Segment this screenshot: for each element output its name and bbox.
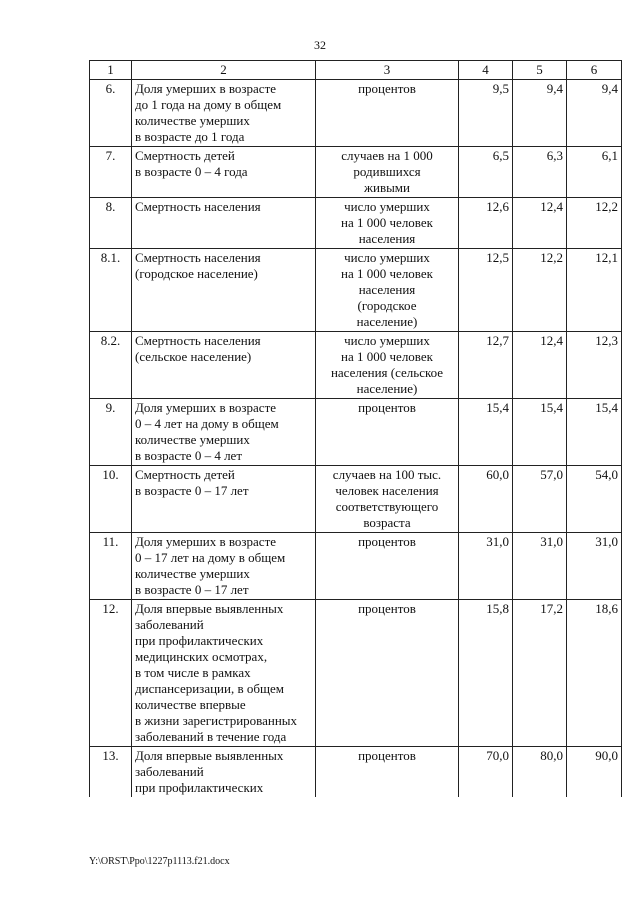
- indicator-name-line: в возрасте до 1 года: [135, 129, 245, 144]
- value-cell-v5: 80,0: [513, 747, 567, 798]
- unit-line: (городское: [357, 298, 417, 313]
- indicator-name-cell: [132, 533, 316, 600]
- value-cell-v5: 12,2: [513, 249, 567, 332]
- unit-cell: [316, 332, 459, 399]
- value-cell-v4: 12,5: [459, 249, 513, 332]
- value-cell-v5: 15,4: [513, 399, 567, 466]
- indicator-name-line: Смертность населения: [135, 333, 261, 348]
- value-cell-v4: 31,0: [459, 533, 513, 600]
- header-cell: 1: [90, 61, 132, 80]
- indicator-name-line: в возрасте 0 – 17 лет: [135, 582, 249, 597]
- indicator-name-line: до 1 года на дому в общем: [135, 97, 282, 112]
- row-number-cell: 12.: [90, 600, 132, 747]
- unit-line: на 1 000 человек: [341, 215, 433, 230]
- value-cell-v6: 18,6: [567, 600, 622, 747]
- table-row: [90, 399, 622, 466]
- indicator-name-line: в возрасте 0 – 4 года: [135, 164, 248, 179]
- unit-line: число умерших: [344, 250, 430, 265]
- row-number-cell: 11.: [90, 533, 132, 600]
- value-cell-v5: 12,4: [513, 198, 567, 249]
- indicator-name-line: 0 – 4 лет на дому в общем: [135, 416, 279, 431]
- row-number-cell: 10.: [90, 466, 132, 533]
- indicator-name-line: Доля умерших в возрасте: [135, 534, 277, 549]
- value-cell-v6: 15,4: [567, 399, 622, 466]
- value-cell-v4: 60,0: [459, 466, 513, 533]
- indicator-name-cell: [132, 747, 316, 798]
- unit-line: живыми: [364, 180, 410, 195]
- value-cell-v6: 90,0: [567, 747, 622, 798]
- unit-line: население): [356, 381, 418, 396]
- header-cell: 3: [316, 61, 459, 80]
- indicator-name-line: Смертность населения: [135, 199, 261, 214]
- row-number-cell: 7.: [90, 147, 132, 198]
- value-cell-v4: 15,4: [459, 399, 513, 466]
- value-cell-v4: 12,7: [459, 332, 513, 399]
- indicator-name-line: в жизни зарегистрированных: [135, 713, 298, 728]
- indicator-name-cell: [132, 332, 316, 399]
- unit-cell: [316, 600, 459, 747]
- unit-cell: [316, 198, 459, 249]
- table-row: [90, 249, 622, 332]
- indicator-name-line: в том числе в рамках: [135, 665, 251, 680]
- unit-line: случаев на 1 000: [341, 148, 433, 163]
- table-row: [90, 747, 622, 798]
- unit-line: на 1 000 человек: [341, 349, 433, 364]
- value-cell-v5: 17,2: [513, 600, 567, 747]
- indicator-name-line: диспансеризации, в общем: [135, 681, 284, 696]
- value-cell-v4: 12,6: [459, 198, 513, 249]
- row-number-cell: 13.: [90, 747, 132, 798]
- row-number-cell: 8.: [90, 198, 132, 249]
- indicator-name-line: 0 – 17 лет на дому в общем: [135, 550, 286, 565]
- unit-cell: [316, 533, 459, 600]
- unit-line: человек населения: [335, 483, 439, 498]
- unit-line: процентов: [358, 400, 416, 415]
- value-cell-v5: 9,4: [513, 80, 567, 147]
- unit-cell: [316, 466, 459, 533]
- page-number: 32: [314, 38, 326, 52]
- value-cell-v6: 31,0: [567, 533, 622, 600]
- indicator-name-line: Доля умерших в возрасте: [135, 400, 277, 415]
- header-cell: 2: [132, 61, 316, 80]
- value-cell-v6: 12,3: [567, 332, 622, 399]
- indicator-name-line: заболеваний: [135, 617, 204, 632]
- indicator-name-line: Смертность населения: [135, 250, 261, 265]
- row-number-cell: 6.: [90, 80, 132, 147]
- unit-cell: [316, 747, 459, 798]
- header-cell: 6: [567, 61, 622, 80]
- unit-cell: [316, 399, 459, 466]
- unit-line: население): [356, 314, 418, 329]
- indicator-name-line: Доля умерших в возрасте: [135, 81, 277, 96]
- unit-line: населения: [358, 231, 416, 246]
- value-cell-v5: 6,3: [513, 147, 567, 198]
- indicator-name-line: медицинских осмотрах,: [135, 649, 268, 664]
- indicators-table: [89, 60, 622, 797]
- table-header-row: [90, 61, 622, 80]
- unit-line: процентов: [358, 81, 416, 96]
- indicator-name-cell: [132, 600, 316, 747]
- indicator-name-line: количестве умерших: [135, 113, 250, 128]
- unit-cell: [316, 80, 459, 147]
- indicator-name-line: (сельское население): [135, 349, 252, 364]
- unit-line: населения (сельское: [330, 365, 444, 380]
- row-number-cell: 8.2.: [90, 332, 132, 399]
- indicator-name-cell: [132, 399, 316, 466]
- row-number-cell: 9.: [90, 399, 132, 466]
- indicator-name-line: в возрасте 0 – 17 лет: [135, 483, 249, 498]
- value-cell-v6: 12,2: [567, 198, 622, 249]
- indicator-name-cell: [132, 80, 316, 147]
- indicator-name-line: количестве умерших: [135, 432, 250, 447]
- unit-line: родившихся: [353, 164, 421, 179]
- value-cell-v5: 12,4: [513, 332, 567, 399]
- indicator-name-cell: [132, 249, 316, 332]
- table-row: [90, 198, 622, 249]
- row-number-cell: 8.1.: [90, 249, 132, 332]
- indicator-name-line: (городское население): [135, 266, 258, 281]
- value-cell-v4: 9,5: [459, 80, 513, 147]
- unit-line: число умерших: [344, 199, 430, 214]
- indicator-name-line: Смертность детей: [135, 467, 235, 482]
- value-cell-v4: 70,0: [459, 747, 513, 798]
- unit-line: случаев на 100 тыс.: [332, 467, 442, 482]
- header-cell: 5: [513, 61, 567, 80]
- indicator-name-line: заболеваний в течение года: [135, 729, 287, 744]
- table-row: [90, 147, 622, 198]
- indicator-name-line: Доля впервые выявленных: [135, 748, 284, 763]
- indicator-name-line: количестве впервые: [135, 697, 246, 712]
- indicator-name-cell: [132, 198, 316, 249]
- unit-line: процентов: [358, 601, 416, 616]
- table-body: [90, 80, 622, 798]
- footer-file-path: Y:\ORST\Ppo\1227p1113.f21.docx: [89, 856, 230, 867]
- indicator-name-line: при профилактических: [135, 780, 264, 795]
- unit-line: возраста: [363, 515, 411, 530]
- unit-line: на 1 000 человек: [341, 266, 433, 281]
- table-row: [90, 332, 622, 399]
- unit-line: населения: [358, 282, 416, 297]
- value-cell-v6: 9,4: [567, 80, 622, 147]
- table-row: [90, 466, 622, 533]
- unit-line: соответствующего: [335, 499, 439, 514]
- value-cell-v6: 54,0: [567, 466, 622, 533]
- table-row: [90, 533, 622, 600]
- unit-line: процентов: [358, 748, 416, 763]
- table-row: [90, 600, 622, 747]
- unit-cell: [316, 249, 459, 332]
- value-cell-v4: 6,5: [459, 147, 513, 198]
- indicator-name-cell: [132, 147, 316, 198]
- unit-cell: [316, 147, 459, 198]
- value-cell-v6: 12,1: [567, 249, 622, 332]
- indicator-name-cell: [132, 466, 316, 533]
- value-cell-v6: 6,1: [567, 147, 622, 198]
- value-cell-v4: 15,8: [459, 600, 513, 747]
- unit-line: процентов: [358, 534, 416, 549]
- indicator-name-line: при профилактических: [135, 633, 264, 648]
- value-cell-v5: 31,0: [513, 533, 567, 600]
- indicator-name-line: заболеваний: [135, 764, 204, 779]
- indicator-name-line: Доля впервые выявленных: [135, 601, 284, 616]
- table-row: [90, 80, 622, 147]
- unit-line: число умерших: [344, 333, 430, 348]
- indicator-name-line: количестве умерших: [135, 566, 250, 581]
- header-cell: 4: [459, 61, 513, 80]
- value-cell-v5: 57,0: [513, 466, 567, 533]
- indicator-name-line: в возрасте 0 – 4 лет: [135, 448, 243, 463]
- indicator-name-line: Смертность детей: [135, 148, 235, 163]
